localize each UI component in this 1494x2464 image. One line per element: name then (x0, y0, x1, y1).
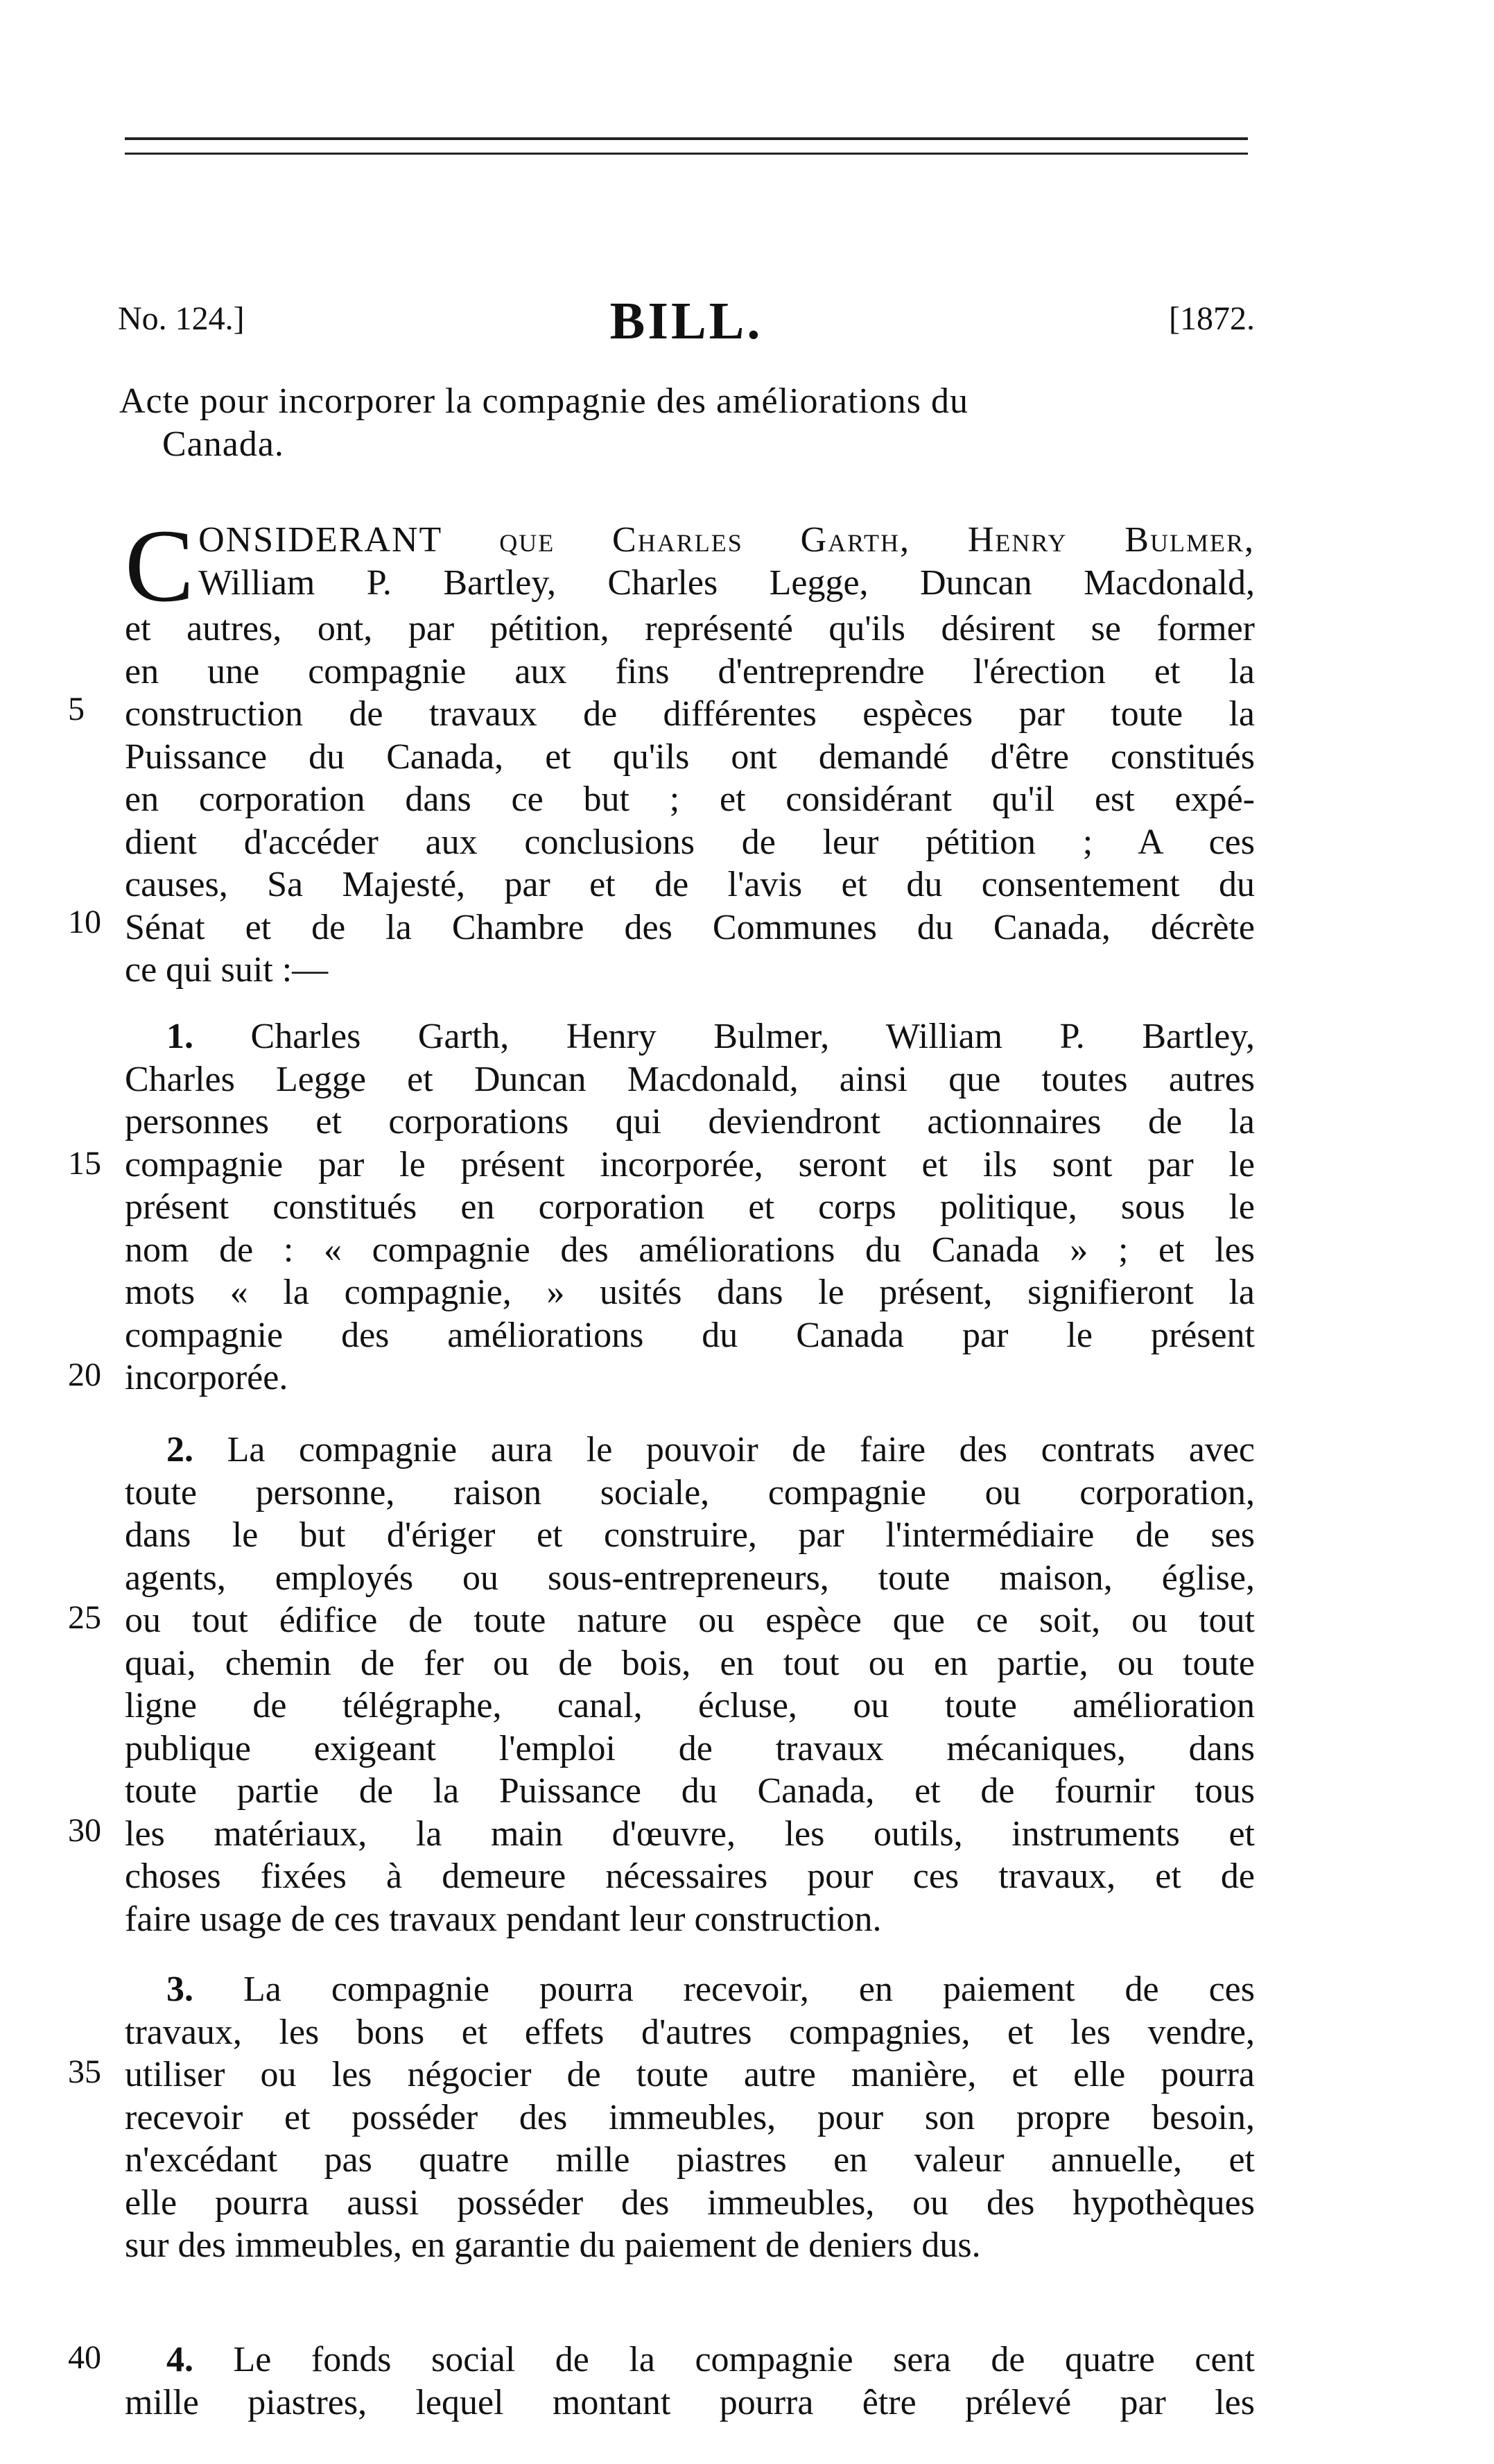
section-line: mots « la compagnie, » usités dans le présent, signifieront la (125, 1273, 1255, 1312)
section-number: 1. (166, 1017, 193, 1056)
section-line: mille piastres, lequel montant pourra être prélevé par les (125, 2382, 1255, 2422)
act-title-line-2: Canada. (162, 424, 284, 464)
section-line: toute personne, raison sociale, compagnie ou corporation, (125, 1472, 1255, 1513)
preamble (125, 508, 1255, 992)
act-title (119, 380, 1256, 466)
section-line: ou tout édifice de toute nature ou espèce que ce soit, ou tout (125, 1601, 1255, 1640)
act-title-line-1: Acte pour incorporer la compagnie des améliorations du (119, 381, 969, 421)
section-line: toute partie de la Puissance du Canada, et de fournir tous (125, 1771, 1255, 1811)
section-line: recevoir et posséder des immeubles, pour son propre besoin, (125, 2097, 1255, 2137)
preamble-line: en une compagnie aux fins d'entreprendre l'érection et la (125, 651, 1255, 691)
section-line: n'excédant pas quatre mille piastres en valeur annuelle, et (125, 2140, 1255, 2180)
section-line: La compagnie pourra recevoir, en paiement de ces (243, 1970, 1255, 2009)
margin-line-number: 10 (68, 904, 101, 940)
preamble-line: William P. Bartley, Charles Legge, Duncan Macdonald, (198, 562, 1255, 603)
section-line: utiliser ou les négocier de toute autre manière, et elle pourra (125, 2055, 1255, 2094)
section-line: publique exigeant l'emploi de travaux mécaniques, dans (125, 1728, 1255, 1768)
bill-title: BILL. (609, 292, 763, 350)
margin-line-number: 30 (68, 1812, 101, 1849)
section-line: compagnie par le présent incorporée, seront et ils sont par le (125, 1144, 1255, 1184)
section-3 (125, 1968, 1255, 2267)
section-line: quai, chemin de fer ou de bois, en tout ou en partie, ou toute (125, 1643, 1255, 1683)
bill-header (118, 291, 1255, 354)
margin-line-number: 15 (68, 1145, 101, 1182)
section-line: présent constitués en corporation et corps politique, sous le (125, 1187, 1255, 1227)
section-line: agents, employés ou sous-entrepreneurs, toute maison, église, (125, 1558, 1255, 1598)
section-line: La compagnie aura le pouvoir de faire des contrats avec (227, 1430, 1255, 1470)
section-line: nom de : « compagnie des améliorations du Canada » ; et les (125, 1230, 1255, 1270)
section-line: les matériaux, la main d'œuvre, les outils, instruments et (125, 1813, 1255, 1854)
preamble-line: ce qui suit :— (125, 950, 329, 990)
section-line: sur des immeubles, en garantie du paiement de deniers dus. (125, 2225, 981, 2265)
preamble-line: construction de travaux de différentes espèces par toute la (125, 694, 1255, 734)
top-rule (125, 137, 1248, 140)
drop-cap: C (125, 508, 195, 623)
section-line: Le fonds social de la compagnie sera de quatre cent (233, 2340, 1255, 2379)
margin-line-number: 20 (68, 1356, 101, 1393)
section-line: elle pourra aussi posséder des immeubles, ou des hypothèques (125, 2182, 1255, 2223)
section-line: incorporée. (125, 1358, 288, 1397)
section-number: 2. (166, 1430, 193, 1470)
section-1 (125, 1015, 1255, 1399)
bill-year: [1872. (1169, 300, 1255, 337)
margin-line-number: 5 (68, 691, 85, 727)
preamble-line: Sénat et de la Chambre des Communes du Canada, décrète (125, 907, 1255, 947)
margin-line-number: 25 (68, 1599, 101, 1636)
preamble-line: Puissance du Canada, et qu'ils ont demandé d'être constitués (125, 736, 1255, 777)
section-line: Charles Legge et Duncan Macdonald, ainsi que toutes autres (125, 1059, 1255, 1099)
section-line: choses fixées à demeure nécessaires pour ces travaux, et de (125, 1856, 1255, 1896)
section-line: personnes et corporations qui deviendront actionnaires de la (125, 1102, 1255, 1141)
preamble-line: causes, Sa Majesté, par et de l'avis et du consentement du (125, 865, 1255, 904)
margin-line-number: 35 (68, 2053, 101, 2090)
top-rule-secondary (125, 153, 1248, 155)
preamble-line: en corporation dans ce but ; et considérant qu'il est expé- (125, 779, 1255, 819)
section-line: Charles Garth, Henry Bulmer, William P. Bartley, (250, 1017, 1255, 1056)
preamble-line: ONSIDERANT que Charles Garth, Henry Bulmer, (198, 520, 1255, 560)
section-4 (125, 2338, 1255, 2424)
section-number: 3. (166, 1970, 193, 2009)
section-number: 4. (166, 2340, 193, 2379)
margin-line-number: 40 (68, 2339, 101, 2376)
preamble-line: et autres, ont, par pétition, représenté qu'ils désirent se former (125, 609, 1255, 648)
section-line: faire usage de ces travaux pendant leur construction. (125, 1899, 882, 1939)
section-line: dans le but d'ériger et construire, par l'intermédiaire de ses (125, 1515, 1255, 1555)
bill-number: No. 124.] (118, 300, 245, 337)
section-line: compagnie des améliorations du Canada par le présent (125, 1315, 1255, 1355)
section-line: ligne de télégraphe, canal, écluse, ou toute amélioration (125, 1686, 1255, 1725)
section-2 (125, 1429, 1255, 1940)
section-line: travaux, les bons et effets d'autres compagnies, et les vendre, (125, 2012, 1255, 2052)
preamble-line: dient d'accéder aux conclusions de leur pétition ; A ces (125, 822, 1255, 862)
